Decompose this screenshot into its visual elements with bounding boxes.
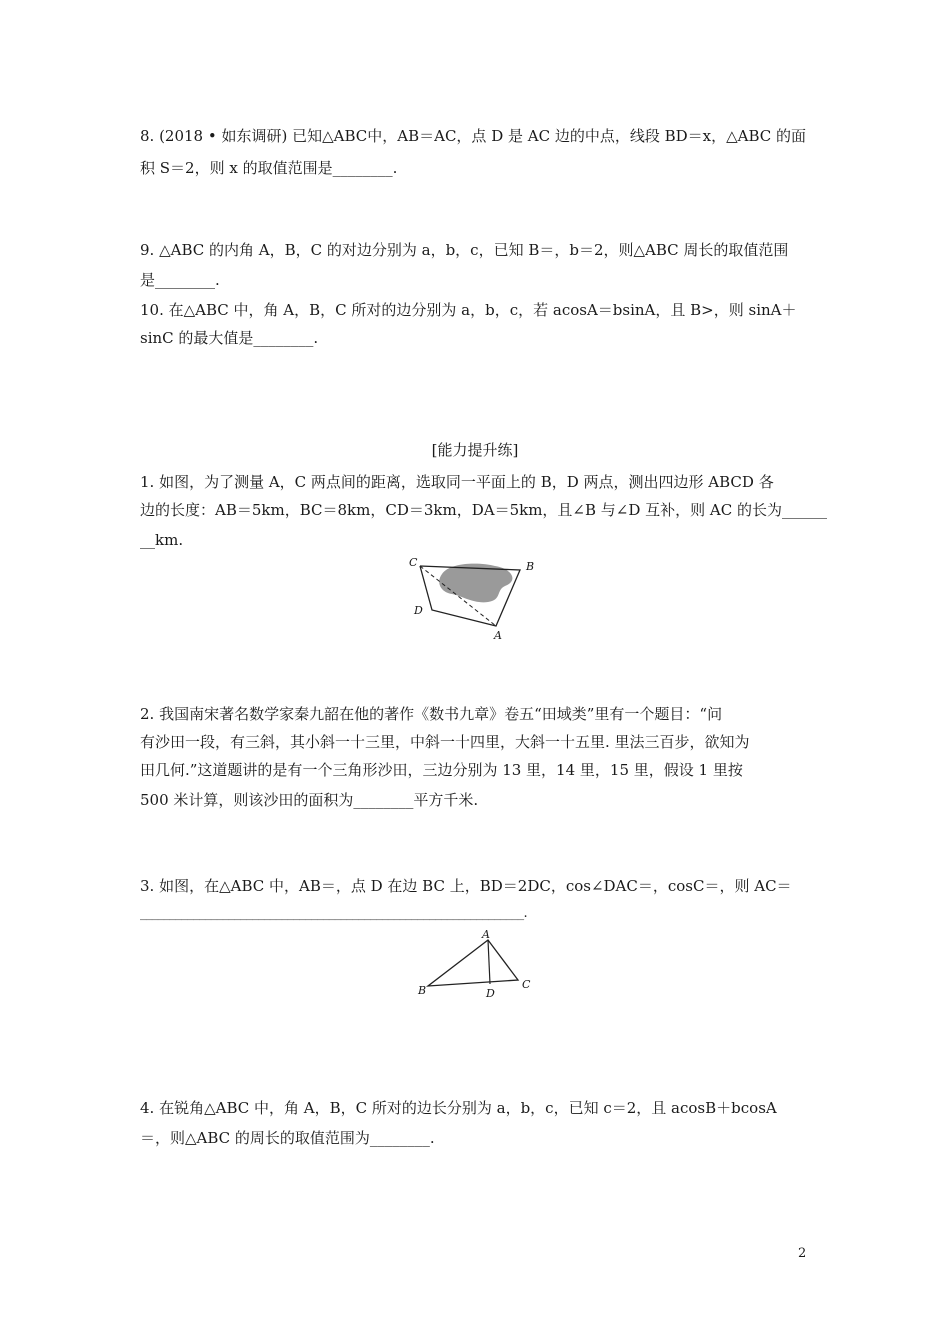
label-c: C [409, 556, 418, 569]
section-title: [能力提升练] [431, 441, 519, 459]
problem-adv-1-line-2: 边的长度：AB＝5km，BC＝8km，CD＝3km，DA＝5km，且∠B 与∠D 互补，则 AC 的长为______ [140, 501, 827, 519]
page-number: 2 [798, 1246, 807, 1261]
label-d: D [486, 987, 495, 1000]
problem-8-line-2: 积 S＝2，则 x 的取值范围是________. [140, 159, 398, 177]
problem-8-line-1: 8. (2018 • 如东调研) 已知△ABC中，AB＝AC，点 D 是 AC 边的中点，线段 BD＝x，△ABC 的面 [140, 127, 807, 145]
problem-adv-3-line-2: _________________________________________________________________. [140, 906, 528, 921]
problem-10-line-1: 10. 在△ABC 中，角 A，B，C 所对的边分别为 a，b，c，若 acosA＝bsinA，且 B>，则 sinA＋ [140, 301, 797, 319]
problem-adv-2-line-1: 2. 我国南宋著名数学家秦九韶在他的著作《数书九章》卷五“田域类”里有一个题目：“问 [140, 705, 723, 723]
problem-adv-3-line-1: 3. 如图，在△ABC 中，AB＝，点 D 在边 BC 上，BD＝2DC，cos∠DAC＝，cosC＝，则 AC＝ [140, 877, 792, 895]
label-c: C [522, 978, 531, 991]
problem-adv-2-line-4: 500 米计算，则该沙田的面积为________平方千米. [140, 791, 479, 809]
problem-adv-4-line-2: ＝，则△ABC 的周长的取值范围为________. [140, 1129, 435, 1147]
label-b: B [526, 560, 535, 573]
problem-adv-4-line-1: 4. 在锐角△ABC 中，角 A，B，C 所对的边长分别为 a，b，c，已知 c＝2，且 acosB＋bcosA [140, 1099, 777, 1117]
problem-adv-2-line-2: 有沙田一段，有三斜，其小斜一十三里，中斜一十四里，大斜一十五里. 里法三百步，欲知为 [140, 733, 750, 751]
problem-10-line-2: sinC 的最大值是________. [140, 329, 319, 347]
problem-9-line-2: 是________. [140, 271, 220, 289]
problem-adv-1-line-3: __km. [140, 531, 184, 549]
segment-ad [488, 940, 490, 984]
label-a: A [482, 928, 490, 941]
label-d: D [414, 604, 423, 617]
triangle-edges [428, 940, 518, 986]
label-b: B [418, 984, 427, 997]
problem-adv-2-line-3: 田几何.”这道题讲的是有一个三角形沙田，三边分别为 13 里，14 里，15 里，假设 1 里按 [140, 761, 743, 779]
problem-adv-1-line-1: 1. 如图，为了测量 A，C 两点间的距离，选取同一平面上的 B，D 两点，测出四边形 ABCD 各 [140, 473, 774, 491]
figure-triangle [412, 928, 542, 1000]
problem-9-line-1: 9. △ABC 的内角 A，B，C 的对边分别为 a，b，c，已知 B＝，b＝2，则△ABC 周长的取值范围 [140, 241, 789, 259]
figure-quadrilateral [400, 552, 550, 642]
label-a: A [494, 629, 502, 642]
